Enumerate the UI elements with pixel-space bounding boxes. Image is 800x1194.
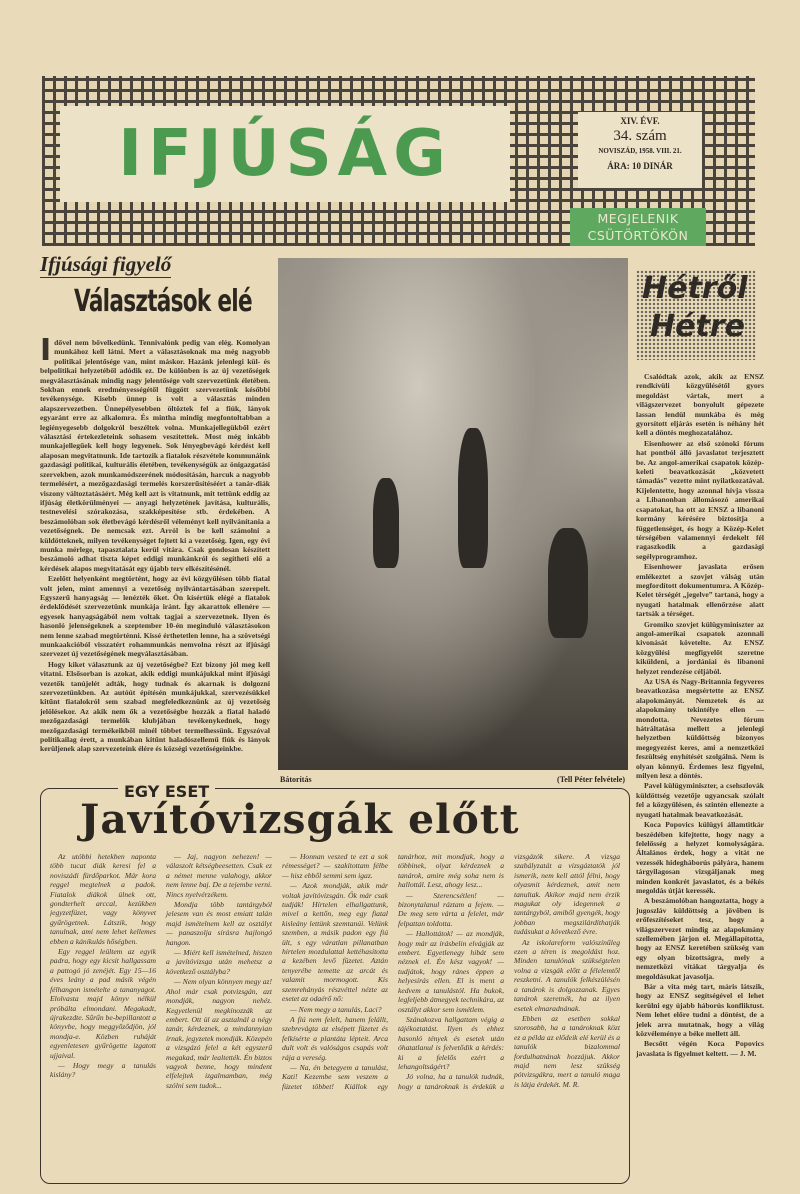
price: ÁRA: 10 DINÁR [607, 161, 673, 171]
paragraph: Pavel külügyminiszter, a csehszlovák küldöttség vezetője ugyancsak szólalt fel a közgyűlésen, és szintén ellenezte a nyugati hatalmak beavatkozását. [636, 781, 764, 819]
sidebar-title-line: Hétre [650, 309, 745, 344]
schedule-line: CSÜTÖRTÖKÖN [587, 228, 689, 243]
paragraph: — Hogy megy a tanulás kislány? [50, 1060, 156, 1080]
sidebar-title [636, 270, 756, 360]
story-headline: Javítóvizsgák előtt [80, 796, 520, 843]
schedule-line: MEGJELENIK [597, 211, 679, 226]
photo-figure [373, 478, 399, 568]
paragraph: — Jaj, nagyon nehezen! — válaszolt kétségbeesetten. Csak ez a német menne valahogy, akkor nem lenne baj. De a tejembe verni. Nincs nyelvérzékem. [166, 852, 272, 899]
paragraph: Az utóbbi hetekben naponta több tucat diák keresi fel a noviszádi fürdőparkot. Már kora reggel megtelnek a padok. Fiatalok diákok ülnek ott, gondterhelt arccal, kezükben jegyzetfüzet, vagy könyvet gyűrögetnek. Látszik, hogy tanulnak, ami nem lehet kellemes ebben a kánikulás hőségben. [50, 852, 156, 946]
paragraph: Bár a vita még tart, máris látszik, hogy az ENSZ segítségével el lehet kerülni egy újabb háborús konfliktust. Nem lehet előre tudni a döntést, de a jelek arra mutatnak, hogy a világ közvéleménye a béke mellett áll. [636, 982, 764, 1039]
paragraph: Az USA és Nagy-Britannia fegyveres beavatkozása megsértette az ENSZ alapokmányát. Nemzetek és az alapokmány tekintélye ellen — mondotta. Nevezetes fórum hátráltatása mellett a jelenlegi helyzetben küldöttség bizonyos megegyezést keres, ami a nemzetközi feszültség enyhítését szolgálná. Nem is olyan könnyű. Érdemes lesz figyelni, milyen lesz a döntés. [636, 677, 764, 781]
paragraph: — Honnan veszed te ezt a sok rémességet? — szakítottam félbe — hisz ebből semmi sem igaz. [282, 852, 388, 880]
story-kicker: EGY ESET [118, 782, 215, 801]
lead-headline: Választások elé [74, 284, 252, 319]
paragraph: — Azok mondják, akik már voltak javítóvizsgán. Ők már csak tudják! Hírtelen elhallgattunk, mivel a kettőn, meg egy fiatal kisleány lettünk szemtanúi. Velünk szemben, a másik padon egy fiú ült, s egy váratlan pillanatban hirtelen mozdulattal kettéhasította a kezében levő füzetet. Aztán tenyerébe temette az arcát és valamit mormogott. Kis szemrehányás részvéttel nézte az esetet az odaérő nő: [282, 881, 388, 1004]
paragraph: Csalódtak azok, akik az ENSZ rendkívüli közgyűlésétől gyors megoldást vártak, mert a világszervezet bonyolult gépezete lassan lendül munkába és még gyorsított eljárás esetén is néhány hét kell a döntés meghozatalához. [636, 372, 764, 438]
masthead-logo-box [60, 106, 510, 202]
paragraph: A beszámolóban hangoztatta, hogy a jugoszláv küldöttség a jövőben is erőfeszítéseket tesz, hogy a világszervezet mindig az alapokmány szellemében járjon el. Megállapította, hogy az ENSZ keretében szükség van egy olyan bizottságra, mely a nemzetközi vitákat tárgyalja és megoldásukat javasolja. [636, 896, 764, 981]
photo-figure [548, 528, 588, 638]
photo-figure [458, 428, 488, 568]
paragraph: — Hallottátok! — az mondják, hogy már az írásbelin elvágják az embert. Egyetlenegy hibát sem néznek el. Én kész vagyok! — tudjátok, hogy ránes éppen a helyesírás ellen. El is ment a kedvem a tanulástól. Ha bukok, legfeljebb átmegyek technikára, az osztályt akkor sem ismétlem. [398, 929, 504, 1014]
paragraph: Gromiko szovjet külügyminiszter az angol-amerikai csapatok azonnali kivonását követelte. Az ENSZ közgyűlési megfigyelőt szeretne kiküldeni, a jordániai és libanoni helyzet rendezése céljából. [636, 619, 764, 676]
paragraph: Hogy kiket választunk az új vezetőségbe? Ezt bizony jól meg kell vitatni. Elsősorban is azokat, akik eddigi munkájukkal mint ifjúsági vezetők tanújelét adták, hogy tudnak és akarnak is dolgozni szervezetünkben. Az autóút építésén munkájukkal, szervezésükkel kitűnt fiatalokról sem szabad megfeledkeznünk az új vezetőség jelölésekor. Az akik nem ők a vezetőségbe hozzák a fiatal haladó mezőgazdasági termelők klubjában tevékenykednek, hogy mezőgazdasági termékeikből minél többet termelhessünk. Egyszóval politikailag érett, a munkában kitűnt haladószellemű fiúk és lányok kerüljenek alap szervezeteink élére és községi vezetőségeinkbe. [40, 659, 270, 754]
paragraph: Ebben az esetben sokkal szorosabb, ha a tanároknak közt ez a példa az elődeik elé kerül és a tanulók bizalommal fordulhatnának hozzájuk. Akkor majd nem lesz szükség pótvizsgákra, mert a tanuló maga is látja érdekét. M. R. [514, 1013, 620, 1089]
paragraph: Az iskolareform valószínűleg ezen a téren is megoldást hoz. Minden tanulónak szükségtelen volna a vizsgák előtt a félelemtől reszketni. A tanulók felkészülésén a tanárok is dolgozzanak. Egyes tanárok szeretnék, ha az ilyen esetek elmaradnának. [514, 937, 620, 1013]
paragraph: Becsőtt végén Koca Popovics javaslata is figyelmet keltett. — J. M. [636, 1039, 764, 1058]
story-body [50, 852, 620, 1177]
volume: XIV. ÉVF. [620, 116, 660, 126]
paragraph: — Na, én betegyem a tanulást, Kati! Kezembe sem veszem a füzetet többet! Kiállok egy tanárhoz, mit mondjak, hogy a többinek, olyat kérdeznek a tanárok, amire még soha nem is hallottál. Lesz, ahogy lesz... [282, 852, 504, 1091]
sidebar-body [636, 372, 764, 1180]
paragraph: A fiú nem felelt, hanem felállt, szebrevágta az elsépett füzetet és felkísérte a plantáta lépteit. Arca dult volt és valóságos csapás volt rája a vereség. [282, 1014, 388, 1062]
paragraph: Egy reggel leültem az egyik padra, hogy egy kicsit hallgassam a pattogó jó zenéjét. Egy 15—16 éves leány a pad másik végén félhangon ismételte a tananyagot. Elolvasta majd könyv nélkül próbálta elmondani. Megakadt, újrakezdte. Sűrűn be-bepillantott a könyvbe, hogy meggyőződjön, jól mondja-e. Közben ruháját egyenletesen gyűrögette izgatott ujjaival. [50, 947, 156, 1060]
sidebar-title-line: Hétről [642, 271, 748, 306]
drop-cap: I [40, 338, 52, 368]
paragraph: — Nem megy a tanulás, Laci? [290, 1004, 382, 1014]
paragraph: Eisenhower az első szónoki fórum hat pontból álló javaslatot terjesztett be. Az angol-amerikai csapatok közép-keleti beavatkozását „közvetett támadás” vezette mint nyilatkozatával. Kijelentette, hogy azonnal hívja vissza a Libanonban állomásozó amerikai csapatokat, ha ott az ENSZ a libanoni kormány kérésére biztosítja a függetlenséget, és hogy a Közép-Kelet térségében valamennyi érdekelt fél ragaszkodik a gazdasági segélyprogramhoz. [636, 438, 764, 561]
paragraph: Koca Popovics külügyi államtitkár beszédében kifejtette, hogy nagy a felelősség a helyzet komolyságára. Általános érdek, hogy a vitát ne vezessék hidegháborús pályára, hanem tárgyilagosan vizsgáljanak meg minden konkrét javaslatot, és a békés megoldás útját keressék. [636, 820, 764, 895]
paragraph: Szánakozva hallgattam végig a tájékoztatást. Ilyen és ehhez hasonló tények és esetek után óhatatlanul is felvetődik a kérdés: ki a felelős ezért a lehangoltságért? [398, 1014, 504, 1071]
paragraph: Mondja több tantárgyból jelesem van és most emiatt talán majd ismételnem kell az osztályt — panaszolja sírásra hajlongó hangon. [166, 900, 272, 947]
newspaper-title: IFJÚSÁG [118, 117, 452, 191]
paragraph: Eisenhower javaslata erősen emlékeztet a szovjet válság után megfordított dokumentumra. A Közép-Kelet térségét „jegelve” tartaná, hogy a nyugati hatalmak ellenőrzése alatt tartsák a térséget. [636, 562, 764, 619]
issue-number: 34. szám [613, 128, 667, 144]
photo-caption: Bátorítás [280, 775, 312, 784]
issue-info [578, 112, 702, 188]
publication-schedule [570, 208, 706, 246]
lead-article-body [40, 338, 270, 788]
paragraph: dővel nem bővelkedünk. Tennivalónk pedig van elég. Komolyan munkához kell látni. Mert a választásoknak ma még nagyobb politikai jelentősége van, mint máskor. Hazánk jelenlegi kül- és belpolitikai helyzetéből adódik ez. De különben is az új vezetőségek megválasztásának mindig nagy jelentősége volt szervezetünk életében. Sokban ennek eredményességétől függött szervezetünk későbbi tevékenysége. Kisebb ünnep is volt a választás minden alapszervezetben. Ünnepélyesebben öltöztek fel a fiúk, lányok egyaránt erre az alkalomra. És mintha mindig megfontoltabban a legiényegesebb dolgokról beszéltek volna. Munkajellegükből ezért választási értekezleteink sohasem veszítettek. Most még inkább munkajellegűek kell hogy legyenek. Sok lényegbevágó kérdést kell alaposan megvitatnunk. Ide tartozik a fiatalok részvétele kommunáink gazdasági politikai, kulturális életében, tevékenységük az önigazgatási szervekben, azok munkamódszerének módosításán, harcuk a nagyobb termelésért, a mezőgazdasági termelés korszerűsítéséért a tanár-diák viszony változtatásáért. Még kell azt is vitatnunk, mit tettünk eddig az ifjúság életkörülményei — anyagi helyzetének javítása, kulturális, testnevelési szórakozása, szakképesítése stb. érdekében. A beszámolóban sok életbevágó kérdésről véleményt kell nyilvánítania a vezetőségnek. De nemcsak ezt. Arról is be kell számolni a küldötteknek, milyen tevékenységet fejtett ki a vezetőség. Igen, egy évi munka mérlege, tapasztalata kerül vitára. Csak gondosan készített beszámoló adhat tiszta képet eddigi munkánkról és segítheti elő a kérdések alapos megvitatását egy újabb terv elkészítésénél. [40, 338, 270, 573]
paragraph: — Miért kell ismételned, hiszen a javítóvizsga után mehetsz a következő osztályba? [166, 948, 272, 976]
photo-credit: (Tell Péter felvétele) [557, 775, 625, 784]
paragraph: Ezelőtt helyenként megtörtént, hogy az évi közgyűlésen több fiatal volt jelen, mint amennyi a vezetőség nyilvántartásában szerepelt. Egyszerű hanyagság — lenézték őket. Ön kísértük elégé a fiatalok érdeklődését szervezetünk munkája iránt. Így akarattok ellenére — egyesek hanyagságából nem voltak tagjai a szervezetnek. Ilyen és hasonló jelenségeknek a szeptember 10-én meginduló választásokon nem lenne szabad megtörténni. Kissé érthetetlen lenne, ha a szövetségi munkaakcióból visszatért rohammunkás nemvolna részt az ifjúsági szervezet új vezetőségének megválasztásában. [40, 574, 270, 659]
paragraph: Jó volna, ha a tanulók tudnák, hogy a tanároknak is érdekük a vizsgázók sikere. A vizsga szabályzatát a vizsgáztatók jól ismerik, nem kell attól félni, hogy olyasmit kérdeznek, amit nem tanultak. Akikor majd nem érzik magukat oly idegennek a tantárgyból, amiből gyengék, hogy jobban megszilárdíthatják tudásukat a következő évre. [398, 852, 620, 1091]
paragraph: — Szerencsétlen! — bizonytalanul ráztam a fejem. — De meg sem várta a felelet, már felpattan toldotta. [398, 890, 504, 928]
column-title: Ifjúsági figyelő [40, 252, 172, 276]
paragraph: — Nem olyan könnyen megy az! Ahol már csak potvizsgán, azt mondják, nagyon nehéz. Kegyetlenül megkínozzák az embert. Ott ül az asztalnál a négy tanár, kérdeznek, a mindannyian írnak, jegyzetek mondják. Közepén a vizsgázó felel a két egyszerű megakad, már lealtették. Én biztos vagyok benne, hogy mindent elfelejtek izgalmamban, még szólni sem tudok... [166, 977, 272, 1090]
photo [278, 258, 628, 770]
place-date: NOVISZÁD, 1958. VIII. 21. [598, 147, 682, 155]
